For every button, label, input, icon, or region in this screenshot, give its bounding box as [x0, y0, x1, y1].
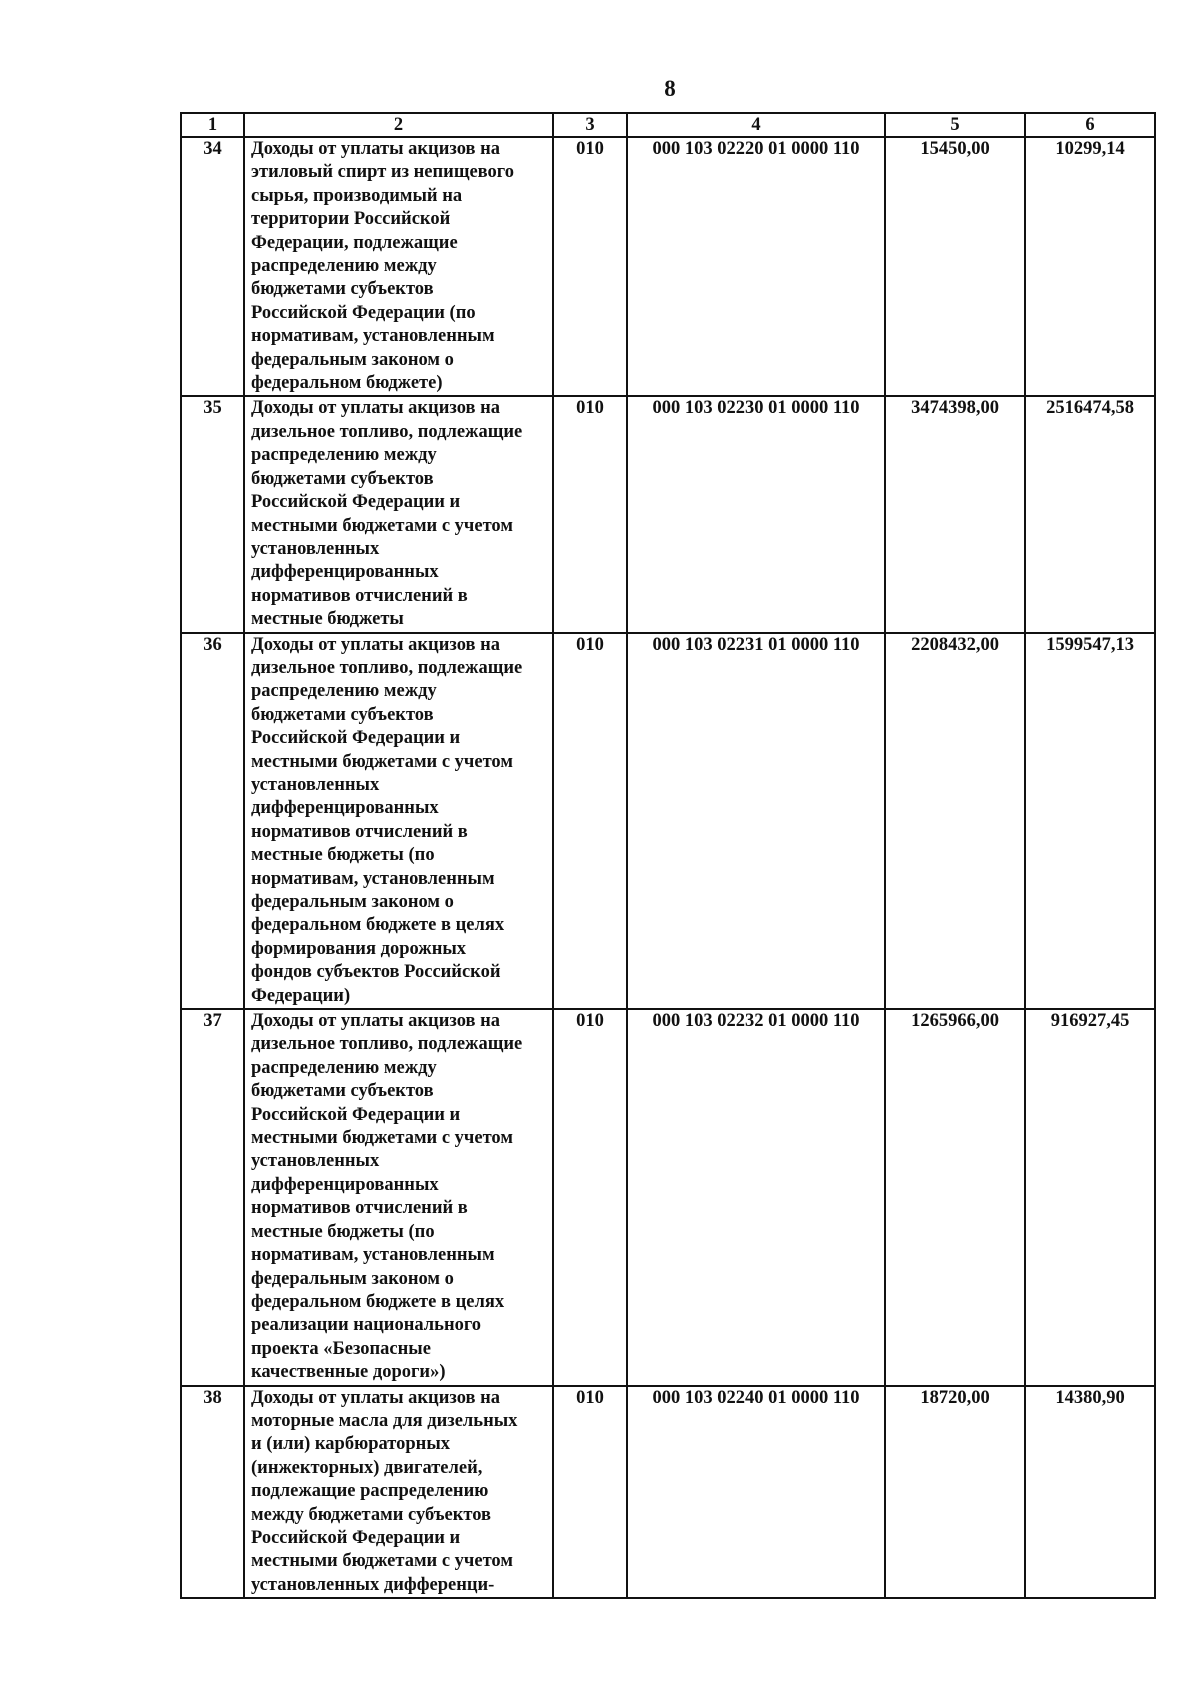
column-number-row: [181, 113, 1155, 137]
description-line: местными бюджетами с учетом: [251, 515, 513, 536]
description-line: нормативам, установленным: [251, 326, 495, 347]
admin-code: 010: [553, 396, 627, 632]
description-line: установленных дифференци-: [251, 1574, 495, 1595]
description-line: нормативов отчислений в: [251, 821, 468, 842]
table-row: [181, 1009, 1155, 1386]
planned-amount: 18720,00: [885, 1386, 1025, 1599]
description-line: Российской Федерации (по: [251, 302, 476, 323]
description-line: моторные масла для дизельных: [251, 1410, 518, 1431]
description-line: федеральным законом о: [251, 892, 454, 912]
description-line: Российской Федерации и: [251, 728, 461, 749]
actual-amount: 916927,45: [1025, 1009, 1155, 1386]
description-line: качественные дороги»): [251, 1362, 446, 1383]
description-line: бюджетами субъектов: [251, 704, 434, 725]
row-number: 38: [181, 1386, 244, 1599]
description-line: федеральным законом о: [251, 349, 454, 370]
revenue-table: [180, 112, 1156, 1599]
description-line: местными бюджетами с учетом: [251, 1551, 513, 1572]
description-line: Федерации): [251, 985, 351, 1006]
column-number: 6: [1025, 113, 1155, 137]
row-number: 35: [181, 396, 244, 632]
description-line: Федерации, подлежащие: [251, 232, 458, 253]
budget-classification-code: 000 103 02232 01 0000 110: [627, 1009, 885, 1386]
row-number: 34: [181, 137, 244, 396]
description-line: нормативам, установленным: [251, 1245, 495, 1266]
column-number: 1: [181, 113, 244, 137]
description-line: нормативам, установленным: [251, 868, 495, 889]
description-line: федеральном бюджете в целях: [251, 1291, 505, 1312]
description-line: местные бюджеты: [251, 609, 404, 630]
description-line: Доходы от уплаты акцизов на: [251, 398, 501, 419]
description-line: установленных: [251, 774, 380, 795]
description-line: распределению между: [251, 1057, 437, 1078]
admin-code: 010: [553, 137, 627, 396]
description-line: дизельное топливо, подлежащие: [251, 421, 523, 442]
row-number: 36: [181, 633, 244, 1010]
description-line: этиловый спирт из непищевого: [251, 162, 514, 183]
description-line: местными бюджетами с учетом: [251, 1128, 513, 1149]
description-line: дизельное топливо, подлежащие: [251, 657, 523, 678]
column-number: 2: [244, 113, 553, 137]
budget-classification-code: 000 103 02220 01 0000 110: [627, 137, 885, 396]
description-line: установленных: [251, 1151, 380, 1172]
description-line: Доходы от уплаты акцизов на: [251, 139, 501, 159]
column-number: 4: [627, 113, 885, 137]
description-line: распределению между: [251, 681, 437, 702]
income-description: [244, 396, 553, 632]
admin-code: 010: [553, 1009, 627, 1386]
income-description: [244, 633, 553, 1010]
admin-code: 010: [553, 633, 627, 1010]
description-line: федеральном бюджете): [251, 373, 443, 394]
description-line: бюджетами субъектов: [251, 279, 434, 300]
planned-amount: 15450,00: [885, 137, 1025, 396]
description-line: и (или) карбюраторных: [251, 1434, 451, 1455]
description-line: федеральным законом о: [251, 1268, 454, 1289]
description-line: Доходы от уплаты акцизов на: [251, 1387, 501, 1408]
description-line: федеральном бюджете в целях: [251, 915, 505, 936]
description-line: Российской Федерации и: [251, 1104, 461, 1125]
description-line: местными бюджетами с учетом: [251, 751, 513, 772]
description-line: распределению между: [251, 445, 437, 466]
description-line: местные бюджеты (по: [251, 845, 435, 866]
actual-amount: 1599547,13: [1025, 633, 1155, 1010]
description-line: нормативов отчислений в: [251, 585, 468, 606]
budget-classification-code: 000 103 02231 01 0000 110: [627, 633, 885, 1010]
description-line: распределению между: [251, 256, 437, 277]
income-description: [244, 137, 553, 396]
table-row: [181, 1386, 1155, 1599]
description-line: Российской Федерации и: [251, 1527, 461, 1548]
description-line: нормативов отчислений в: [251, 1198, 468, 1219]
description-line: бюджетами субъектов: [251, 1081, 434, 1102]
description-line: дифференцированных: [251, 562, 439, 583]
description-line: Доходы от уплаты акцизов на: [251, 1011, 501, 1032]
column-number: 5: [885, 113, 1025, 137]
description-line: бюджетами субъектов: [251, 468, 434, 489]
actual-amount: 14380,90: [1025, 1386, 1155, 1599]
description-line: дифференцированных: [251, 798, 439, 819]
description-line: Российской Федерации и: [251, 492, 461, 513]
planned-amount: 1265966,00: [885, 1009, 1025, 1386]
page-number: 8: [664, 76, 676, 101]
description-line: территории Российской: [251, 209, 451, 230]
description-line: фондов субъектов Российской: [251, 962, 501, 983]
actual-amount: 2516474,58: [1025, 396, 1155, 632]
budget-classification-code: 000 103 02240 01 0000 110: [627, 1386, 885, 1599]
admin-code: 010: [553, 1386, 627, 1599]
description-line: между бюджетами субъектов: [251, 1504, 492, 1525]
planned-amount: 3474398,00: [885, 396, 1025, 632]
description-line: местные бюджеты (по: [251, 1221, 435, 1242]
table-row: [181, 633, 1155, 1010]
column-number: 3: [553, 113, 627, 137]
description-line: установленных: [251, 538, 380, 559]
description-line: подлежащие распределению: [251, 1481, 489, 1502]
description-line: проекта «Безопасные: [251, 1338, 431, 1359]
income-description: [244, 1386, 553, 1599]
table-row: [181, 137, 1155, 396]
actual-amount: 10299,14: [1025, 137, 1155, 396]
description-line: сырья, производимый на: [251, 185, 463, 206]
budget-classification-code: 000 103 02230 01 0000 110: [627, 396, 885, 632]
table-row: [181, 396, 1155, 632]
income-description: [244, 1009, 553, 1386]
description-line: формирования дорожных: [251, 938, 467, 959]
row-number: 37: [181, 1009, 244, 1386]
description-line: дифференцированных: [251, 1174, 439, 1195]
description-line: реализации национального: [251, 1315, 482, 1336]
description-line: Доходы от уплаты акцизов на: [251, 634, 501, 655]
description-line: дизельное топливо, подлежащие: [251, 1034, 523, 1055]
description-line: (инжекторных) двигателей,: [251, 1457, 483, 1478]
planned-amount: 2208432,00: [885, 633, 1025, 1010]
